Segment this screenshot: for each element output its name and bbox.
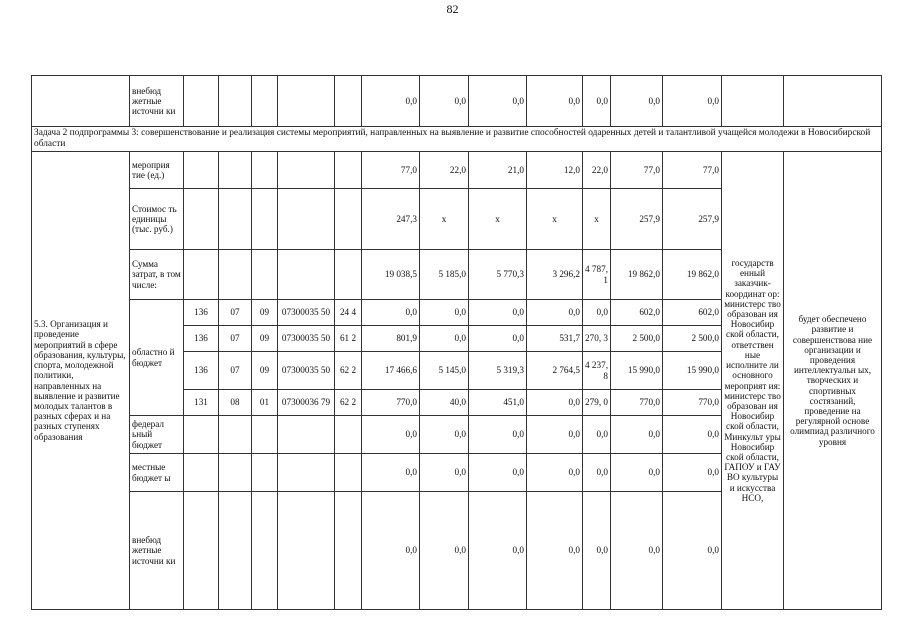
value-cell: 21,0: [469, 152, 527, 189]
value-cell: 0,0: [469, 454, 527, 492]
value-cell: х: [469, 189, 527, 250]
value-cell: 19 862,0: [611, 250, 663, 300]
value-cell: 0,0: [527, 492, 583, 610]
rz-cell: 07: [219, 352, 252, 390]
value-cell: 257,9: [611, 189, 663, 250]
executor: государств енный заказчик-координат ор: министерс тво образован ия Новосибир ской области, ответствен ные исполните ли основного мероприят ия: министерс тво образован ия Новосибир ской области, Минкульт уры Новосибир ской области, ГАПОУ и ГАУ ВО культуры и искусства НСО,: [722, 152, 784, 610]
value-cell: 770,0: [611, 390, 663, 416]
value-cell: 0,0: [583, 76, 611, 127]
value-cell: 0,0: [663, 76, 722, 127]
value-cell: 0,0: [469, 326, 527, 352]
row-label: федерал ьный бюджет: [130, 416, 184, 454]
value-cell: 77,0: [663, 152, 722, 189]
rz-cell: 07: [219, 326, 252, 352]
value-cell: 0,0: [527, 454, 583, 492]
table-row: [32, 76, 882, 127]
vr-cell: 61 2: [335, 326, 362, 352]
value-cell: 0,0: [527, 76, 583, 127]
value-cell: 0,0: [469, 300, 527, 326]
value-cell: 0,0: [362, 76, 420, 127]
pr-cell: 09: [252, 300, 278, 326]
value-cell: 257,9: [663, 189, 722, 250]
value-cell: 270, 3: [583, 326, 611, 352]
grbs-cell: 131: [184, 390, 219, 416]
value-cell: 19 862,0: [663, 250, 722, 300]
value-cell: 0,0: [362, 454, 420, 492]
task-header: Задача 2 подпрограммы 3: совершенствование и реализация системы мероприятий, направленных на выявление и развитие способностей одаренных детей и талантливой учащейся молодежи в Новосибирской области: [32, 127, 882, 152]
row-label: внебюд жетные источни ки: [130, 492, 184, 610]
pr-cell: 01: [252, 390, 278, 416]
value-cell: 279, 0: [583, 390, 611, 416]
value-cell: 0,0: [663, 492, 722, 610]
value-cell: 2 500,0: [663, 326, 722, 352]
value-cell: 0,0: [583, 416, 611, 454]
pr-cell: 09: [252, 352, 278, 390]
value-cell: 0,0: [469, 492, 527, 610]
value-cell: 3 296,2: [527, 250, 583, 300]
value-cell: 0,0: [362, 492, 420, 610]
value-cell: 770,0: [663, 390, 722, 416]
value-cell: 0,0: [469, 76, 527, 127]
value-cell: 0,0: [362, 300, 420, 326]
csr-cell: 07300035 50: [278, 326, 335, 352]
value-cell: 15 990,0: [663, 352, 722, 390]
value-cell: 12,0: [527, 152, 583, 189]
grbs-cell: 136: [184, 300, 219, 326]
value-cell: 0,0: [611, 492, 663, 610]
vr-cell: 24 4: [335, 300, 362, 326]
value-cell: 0,0: [583, 454, 611, 492]
table-row: [32, 152, 882, 189]
rz-cell: 07: [219, 300, 252, 326]
value-cell: 22,0: [420, 152, 469, 189]
value-cell: 77,0: [362, 152, 420, 189]
vr-cell: 62 2: [335, 390, 362, 416]
expected-result: будет обеспечено развитие и совершенствова ние организации и проведения интеллектуальн ых, творческих и спортивных состязаний, проведение на регулярной основе олимпиад различного уровня: [784, 152, 882, 610]
value-cell: 2 764,5: [527, 352, 583, 390]
value-cell: 531,7: [527, 326, 583, 352]
row-label: мероприя тие (ед.): [130, 152, 184, 189]
value-cell: 0,0: [420, 326, 469, 352]
value-cell: 2 500,0: [611, 326, 663, 352]
pr-cell: 09: [252, 326, 278, 352]
value-cell: х: [420, 189, 469, 250]
value-cell: 15 990,0: [611, 352, 663, 390]
value-cell: 0,0: [420, 492, 469, 610]
value-cell: 801,9: [362, 326, 420, 352]
value-cell: 5 770,3: [469, 250, 527, 300]
program-table: [31, 75, 882, 610]
row-label: внебюд жетные источни ки: [130, 76, 184, 127]
value-cell: 602,0: [611, 300, 663, 326]
value-cell: 0,0: [420, 76, 469, 127]
value-cell: 5 319,3: [469, 352, 527, 390]
value-cell: 0,0: [583, 300, 611, 326]
value-cell: 0,0: [583, 492, 611, 610]
csr-cell: 07300035 50: [278, 300, 335, 326]
value-cell: 0,0: [420, 416, 469, 454]
value-cell: 602,0: [663, 300, 722, 326]
value-cell: 0,0: [527, 300, 583, 326]
value-cell: х: [527, 189, 583, 250]
value-cell: 0,0: [527, 416, 583, 454]
value-cell: 19 038,5: [362, 250, 420, 300]
vr-cell: 62 2: [335, 352, 362, 390]
value-cell: 0,0: [469, 416, 527, 454]
value-cell: 4 787, 1: [583, 250, 611, 300]
value-cell: 451,0: [469, 390, 527, 416]
value-cell: 4 237, 8: [583, 352, 611, 390]
value-cell: 0,0: [663, 454, 722, 492]
value-cell: 770,0: [362, 390, 420, 416]
row-label: Сумма затрат, в том числе:: [130, 250, 184, 300]
value-cell: 40,0: [420, 390, 469, 416]
row-label: местные бюджет ы: [130, 454, 184, 492]
value-cell: 77,0: [611, 152, 663, 189]
measure-name: 5.3. Организация и проведение мероприятий в сфере образования, культуры, спорта, молодежной политики, направленных на выявление и развитие молодых талантов в разных сферах и на разных ступенях образования: [32, 152, 130, 610]
value-cell: 0,0: [420, 454, 469, 492]
row-label: Стоимос ть единицы (тыс. руб.): [130, 189, 184, 250]
value-cell: 0,0: [611, 416, 663, 454]
value-cell: 5 185,0: [420, 250, 469, 300]
value-cell: х: [583, 189, 611, 250]
grbs-cell: 136: [184, 352, 219, 390]
value-cell: 0,0: [527, 390, 583, 416]
value-cell: 0,0: [611, 76, 663, 127]
value-cell: 5 145,0: [420, 352, 469, 390]
value-cell: 0,0: [362, 416, 420, 454]
table-row: [32, 127, 882, 152]
page-number: 82: [446, 2, 459, 16]
value-cell: 17 466,6: [362, 352, 420, 390]
value-cell: 0,0: [663, 416, 722, 454]
csr-cell: 07300036 79: [278, 390, 335, 416]
value-cell: 22,0: [583, 152, 611, 189]
value-cell: 0,0: [420, 300, 469, 326]
rz-cell: 08: [219, 390, 252, 416]
grbs-cell: 136: [184, 326, 219, 352]
row-label: областно й бюджет: [130, 300, 184, 416]
value-cell: 0,0: [611, 454, 663, 492]
value-cell: 247,3: [362, 189, 420, 250]
csr-cell: 07300035 50: [278, 352, 335, 390]
